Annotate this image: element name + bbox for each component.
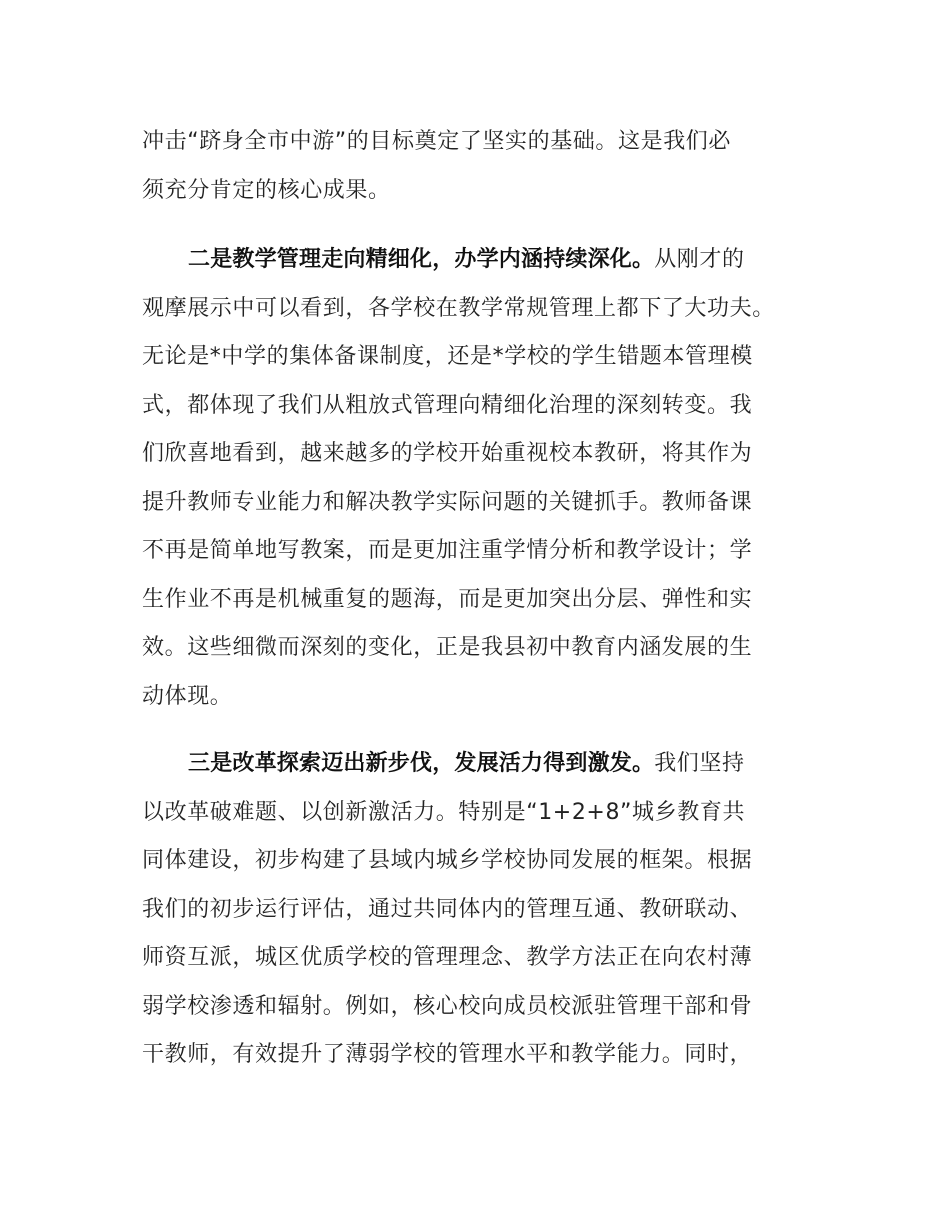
text-run: 我们坚持 [654, 751, 745, 776]
text-line [142, 236, 832, 285]
text-line: 须充分肯定的核心成果。 [142, 177, 391, 203]
text-line: 式，都体现了我们从粗放式管理向精细化治理的深刻转变。我 [142, 392, 753, 418]
text-line [142, 740, 832, 789]
text-line: 以改革破难题、以创新激活力。特别是“1+2+8”城乡教育共 [142, 799, 746, 825]
text-line: 观摩展示中可以看到，各学校在教学常规管理上都下了大功夫。 [142, 295, 775, 321]
paragraph-lead-heading: 二是教学管理走向精细化，办学内涵持续深化。 [188, 247, 655, 272]
text-run: 从刚才的 [654, 247, 745, 272]
text-line: 生作业不再是机械重复的题海，而是更加突出分层、弹性和实 [142, 586, 753, 612]
text-line: 冲击“跻身全市中游”的目标奠定了坚实的基础。这是我们必 [142, 129, 731, 154]
text-line: 同体建设，初步构建了县域内城乡学校协同发展的框架。根据 [142, 848, 753, 873]
paragraph-teaching-management [142, 236, 832, 721]
text-line: 效。这些细微而深刻的变化，正是我县初中教育内涵发展的生 [142, 635, 753, 660]
text-line: 干教师，有效提升了薄弱学校的管理水平和教学能力。同时， [142, 1042, 753, 1067]
text-line: 无论是*中学的集体备课制度，还是*学校的学生错题本管理模 [142, 344, 753, 369]
text-line: 师资互派，城区优质学校的管理理念、教学方法正在向农村薄 [142, 945, 753, 970]
text-line: 我们的初步运行评估，通过共同体内的管理互通、教研联动、 [142, 896, 753, 922]
text-line: 们欣喜地看到，越来越多的学校开始重视校本教研，将其作为 [142, 441, 753, 466]
text-line: 不再是简单地写教案，而是更加注重学情分析和教学设计；学 [142, 538, 753, 563]
paragraph-reform [142, 740, 832, 1080]
text-line: 提升教师专业能力和解决教学实际问题的关键抓手。教师备课 [142, 489, 753, 515]
text-line: 动体现。 [142, 683, 233, 709]
text-line: 弱学校渗透和辐射。例如，核心校向成员校派驻管理干部和骨 [142, 993, 753, 1019]
paragraph-lead-heading: 三是改革探索迈出新步伐，发展活力得到激发。 [188, 751, 655, 776]
paragraph-continuation [142, 118, 832, 215]
